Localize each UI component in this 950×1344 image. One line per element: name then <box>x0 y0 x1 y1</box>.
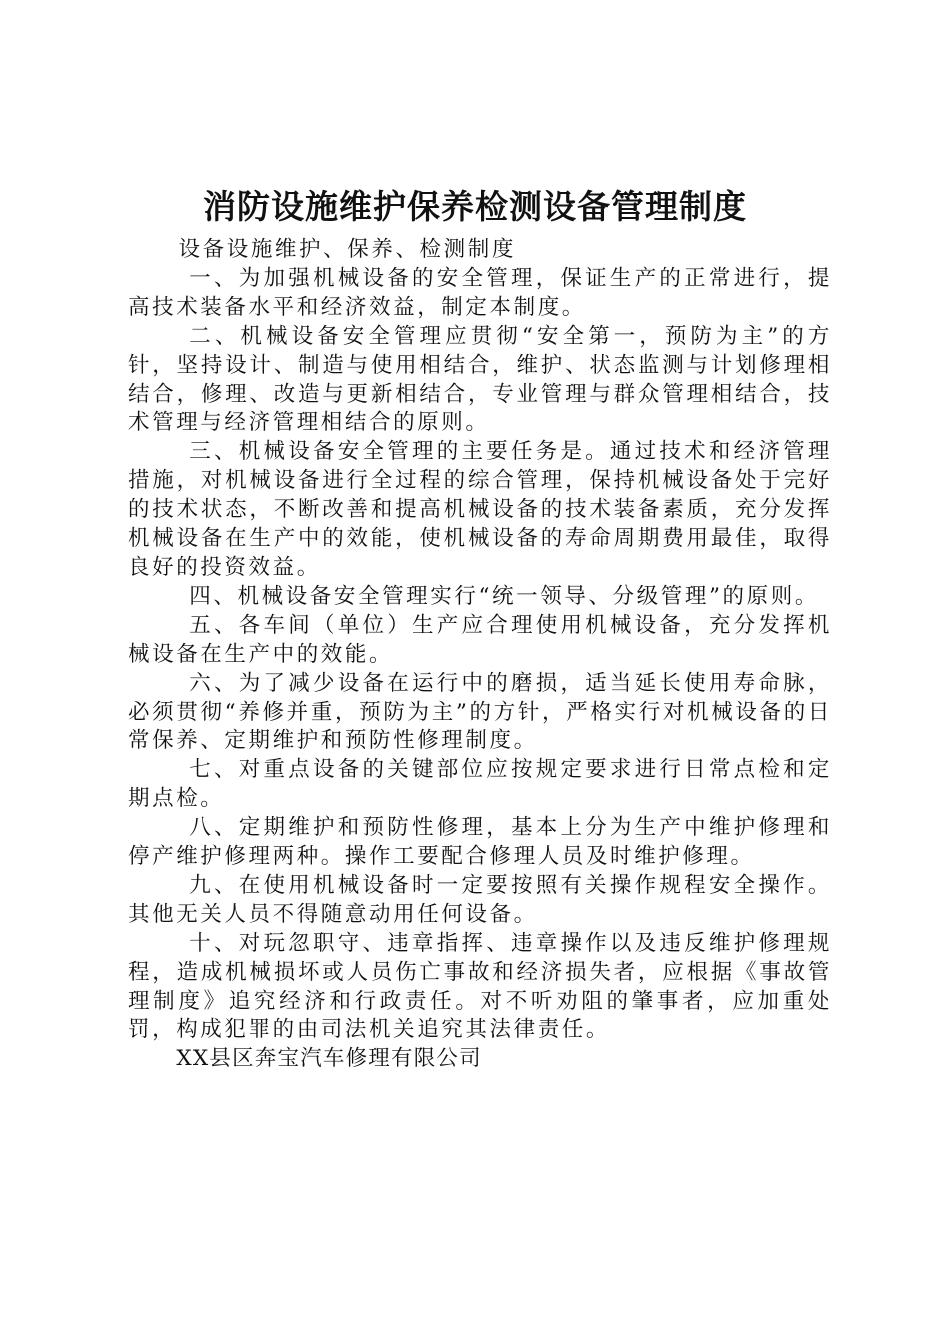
paragraph-1: 一、为加强机械设备的安全管理，保证生产的正常进行，提高技术装备水平和经济效益，制定本制度。 <box>128 265 832 320</box>
document-title: 消防设施维护保养检测设备管理制度 <box>203 187 747 226</box>
paragraph-5: 五、各车间（单位）生产应合理使用机械设备，充分发挥机械设备在生产中的效能。 <box>128 612 832 667</box>
paragraph-8: 八、定期维护和预防性修理，基本上分为生产中维护修理和停产维护修理两种。操作工要配合修理人员及时维护修理。 <box>128 815 832 870</box>
company-name: XX县区奔宝汽车修理有限公司 <box>176 1046 482 1072</box>
paragraph-9: 九、在使用机械设备时一定要按照有关操作规程安全操作。其他无关人员不得随意动用任何设备。 <box>128 872 832 927</box>
document-subtitle: 设备设施维护、保养、检测制度 <box>178 237 516 262</box>
paragraph-4: 四、机械设备安全管理实行“统一领导、分级管理”的原则。 <box>189 583 819 609</box>
document-body <box>128 236 832 1074</box>
paragraph-7: 七、对重点设备的关键部位应按规定要求进行日常点检和定期点检。 <box>128 757 832 812</box>
paragraph-3: 三、机械设备安全管理的主要任务是。通过技术和经济管理措施，对机械设备进行全过程的综合管理，保持机械设备处于完好的技术状态，不断改善和提高机械设备的技术装备素质，充分发挥机械设备在生产中的效能，使机械设备的寿命周期费用最佳，取得良好的投资效益。 <box>128 439 832 580</box>
paragraph-6: 六、为了减少设备在运行中的磨损，适当延长使用寿命脉，必须贯彻“养修并重，预防为主”的方针，严格实行对机械设备的日常保养、定期维护和预防性修理制度。 <box>128 670 832 754</box>
paragraph-10: 十、对玩忽职守、违章指挥、违章操作以及违反维护修理规程，造成机械损坏或人员伤亡事故和经济损失者，应根据《事故管理制度》追究经济和行政责任。对不听劝阻的肇事者，应加重处罚，构成犯罪的由司法机关追究其法律责任。 <box>128 930 832 1043</box>
paragraph-2: 二、机械设备安全管理应贯彻“安全第一，预防为主”的方针，坚持设计、制造与使用相结合，维护、状态监测与计划修理相结合，修理、改造与更新相结合，专业管理与群众管理相结合，技术管理与经济管理相结合的原则。 <box>128 323 832 436</box>
